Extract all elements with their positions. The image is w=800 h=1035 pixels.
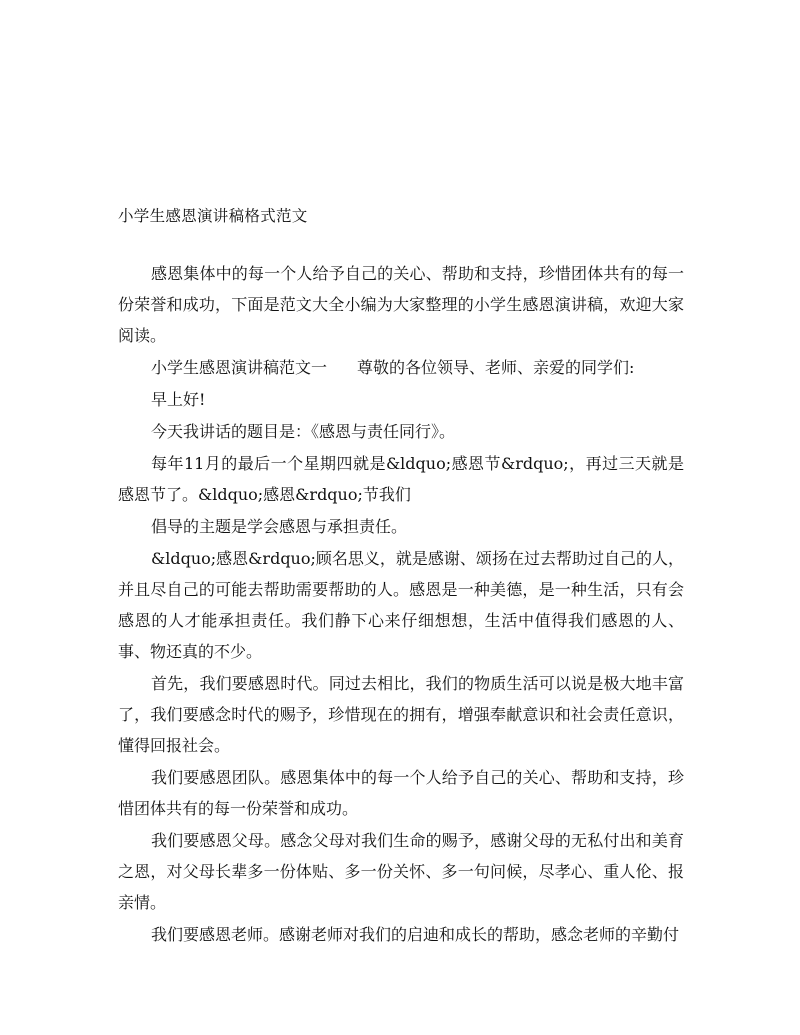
era-paragraph: 首先，我们要感恩时代。同过去相比，我们的物质生活可以说是极大地丰富了，我们要感念时代的赐予，珍惜现在的拥有，增强奉献意识和社会责任意识，懂得回报社会。 [118, 674, 684, 755]
greeting-paragraph: 早上好! [151, 390, 206, 409]
speech-heading: 小学生感恩演讲稿范文一 [151, 358, 328, 377]
document-body [118, 258, 684, 951]
theme-paragraph: 倡导的主题是学会感恩与承担责任。 [151, 517, 408, 536]
parents-paragraph: 我们要感恩父母。感念父母对我们生命的赐予，感谢父母的无私付出和美育之恩，对父母长辈多一份体贴、多一份关怀、多一句问候，尽孝心、重人伦、报亲情。 [118, 831, 684, 912]
topic-paragraph: 今天我讲话的题目是：《感恩与责任同行》。 [151, 422, 456, 441]
intro-paragraph: 感恩集体中的每一个人给予自己的关心、帮助和支持，珍惜团体共有的每一份荣誉和成功，下面是范文大全小编为大家整理的小学生感恩演讲稿，欢迎大家阅读。 [118, 264, 684, 345]
teachers-paragraph: 我们要感恩老师。感谢老师对我们的启迪和成长的帮助，感念老师的辛勤付 [151, 925, 680, 944]
speech-heading-line [118, 352, 684, 383]
salutation: 尊敬的各位领导、老师、亲爱的同学们: [357, 358, 635, 377]
document-title: 小学生感恩演讲稿格式范文 [118, 207, 308, 225]
thanksgiving-paragraph: 每年11月的最后一个星期四就是&ldquo;感恩节&rdquo;，再过三天就是感恩节了。&ldquo;感恩&rdquo;节我们 [118, 454, 684, 504]
meaning-paragraph: &ldquo;感恩&rdquo;顾名思义，就是感谢、颂扬在过去帮助过自己的人，并且尽自己的可能去帮助需要帮助的人。感恩是一种美德，是一种生活，只有会感恩的人才能承担责任。我们静下心来仔细想想，生活中值得我们感恩的人、事、物还真的不少。 [118, 549, 684, 661]
team-paragraph: 我们要感恩团队。感恩集体中的每一个人给予自己的关心、帮助和支持，珍惜团体共有的每一份荣誉和成功。 [118, 768, 684, 818]
